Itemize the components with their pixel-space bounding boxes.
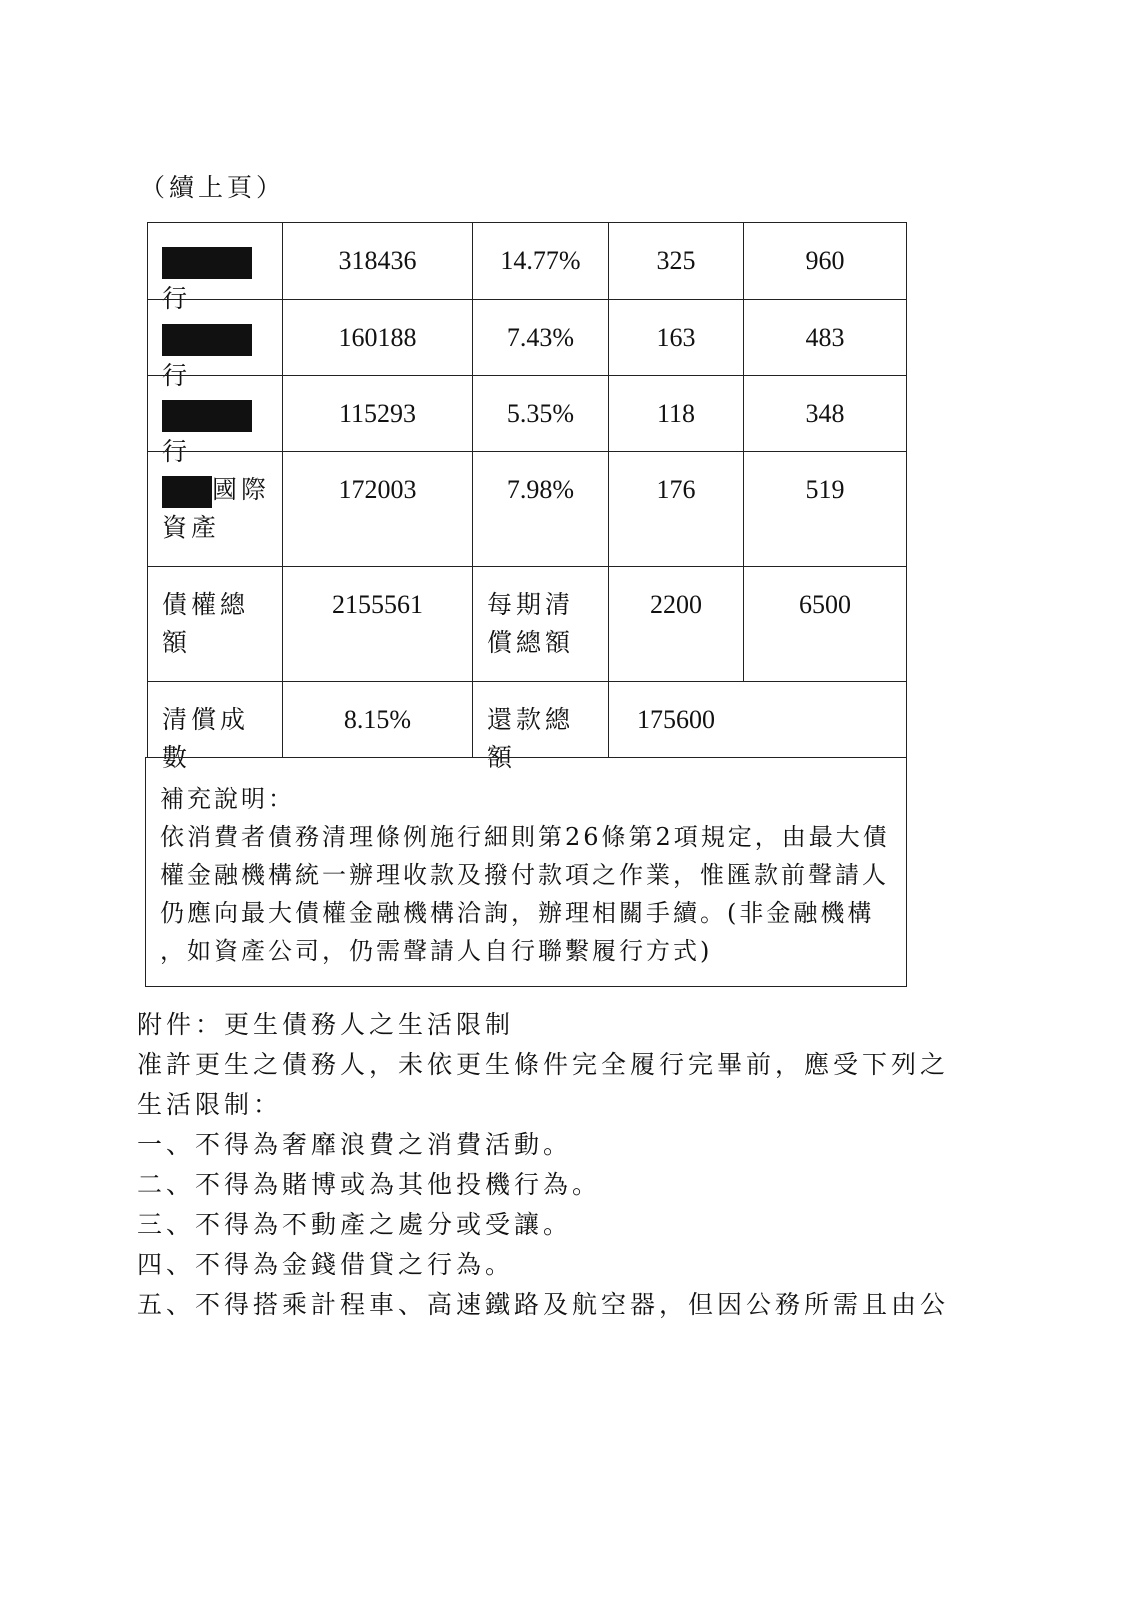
repay-total-label: 還款總額 bbox=[472, 681, 609, 758]
restriction-item: 一、不得為奢靡浪費之消費活動。 bbox=[137, 1130, 573, 1159]
claim-amount-cell: 318436 bbox=[282, 222, 473, 300]
repay-rate-label: 清償成數 bbox=[147, 681, 283, 758]
attachment-section bbox=[137, 1005, 950, 1325]
period-total-label: 每期清償總額 bbox=[472, 566, 609, 682]
claim-amount-cell: 160188 bbox=[282, 299, 473, 376]
note-line: ，如資產公司，仍需聲請人自行聯繫履行方式) bbox=[160, 937, 713, 965]
claim-ratio-cell: 5.35% bbox=[472, 375, 609, 452]
repay-total-value: 175600 bbox=[608, 681, 907, 758]
per-period-cell: 118 bbox=[608, 375, 744, 452]
restriction-item: 四、不得為金錢借貸之行為。 bbox=[137, 1250, 515, 1279]
creditor-name-cell bbox=[147, 451, 283, 567]
attachment-title: 附件：更生債務人之生活限制 bbox=[137, 1010, 515, 1039]
col5-cell: 519 bbox=[743, 451, 907, 567]
creditor-name-suffix: 行 bbox=[162, 284, 192, 313]
creditor-name-suffix: 行 bbox=[162, 437, 192, 466]
claim-amount-cell: 115293 bbox=[282, 375, 473, 452]
claim-ratio-cell: 7.43% bbox=[472, 299, 609, 376]
col5-cell: 960 bbox=[743, 222, 907, 300]
creditor-name-suffix: 行 bbox=[162, 361, 192, 390]
note-title: 補充說明： bbox=[160, 785, 295, 813]
attachment-intro: 准許更生之債務人，未依更生條件完全履行完畢前，應受下列之 bbox=[137, 1050, 950, 1079]
col5-cell: 348 bbox=[743, 375, 907, 452]
claim-ratio-cell: 7.98% bbox=[472, 451, 609, 567]
redaction-block bbox=[162, 476, 212, 508]
redaction-block bbox=[162, 247, 252, 279]
per-period-cell: 163 bbox=[608, 299, 744, 376]
creditor-name-cell bbox=[147, 222, 283, 313]
restriction-item: 二、不得為賭博或為其他投機行為。 bbox=[137, 1170, 602, 1199]
note-line: 仍應向最大債權金融機構洽詢，辦理相關手續。(非金融機構 bbox=[160, 899, 875, 927]
creditor-name-cell bbox=[147, 299, 283, 390]
restriction-item: 五、不得搭乘計程車、高速鐵路及航空器，但因公務所需且由公 bbox=[137, 1290, 950, 1319]
continued-label: （續上頁） bbox=[140, 173, 286, 202]
creditor-name-cell bbox=[147, 375, 283, 466]
period-total-value: 2200 bbox=[608, 566, 744, 682]
claim-amount-cell: 172003 bbox=[282, 451, 473, 567]
claim-ratio-cell: 14.77% bbox=[472, 222, 609, 300]
redaction-block bbox=[162, 324, 252, 356]
supplementary-note bbox=[145, 757, 907, 987]
total-claim-label: 債權總額 bbox=[147, 566, 283, 682]
creditor-name-line2: 資產 bbox=[162, 513, 221, 542]
redaction-block bbox=[162, 400, 252, 432]
attachment-intro: 生活限制： bbox=[137, 1090, 283, 1119]
per-period-cell: 176 bbox=[608, 451, 744, 567]
col5-cell: 483 bbox=[743, 299, 907, 376]
creditor-name-suffix: 國際 bbox=[212, 475, 271, 504]
total-claim-value: 2155561 bbox=[282, 566, 473, 682]
period-total-col5: 6500 bbox=[743, 566, 907, 682]
note-line: 權金融機構統一辦理收款及撥付款項之作業，惟匯款前聲請人 bbox=[160, 861, 889, 889]
per-period-cell: 325 bbox=[608, 222, 744, 300]
note-line: 依消費者債務清理條例施行細則第26條第2項規定，由最大債 bbox=[160, 823, 890, 851]
repay-rate-value: 8.15% bbox=[282, 681, 473, 758]
restriction-item: 三、不得為不動產之處分或受讓。 bbox=[137, 1210, 573, 1239]
